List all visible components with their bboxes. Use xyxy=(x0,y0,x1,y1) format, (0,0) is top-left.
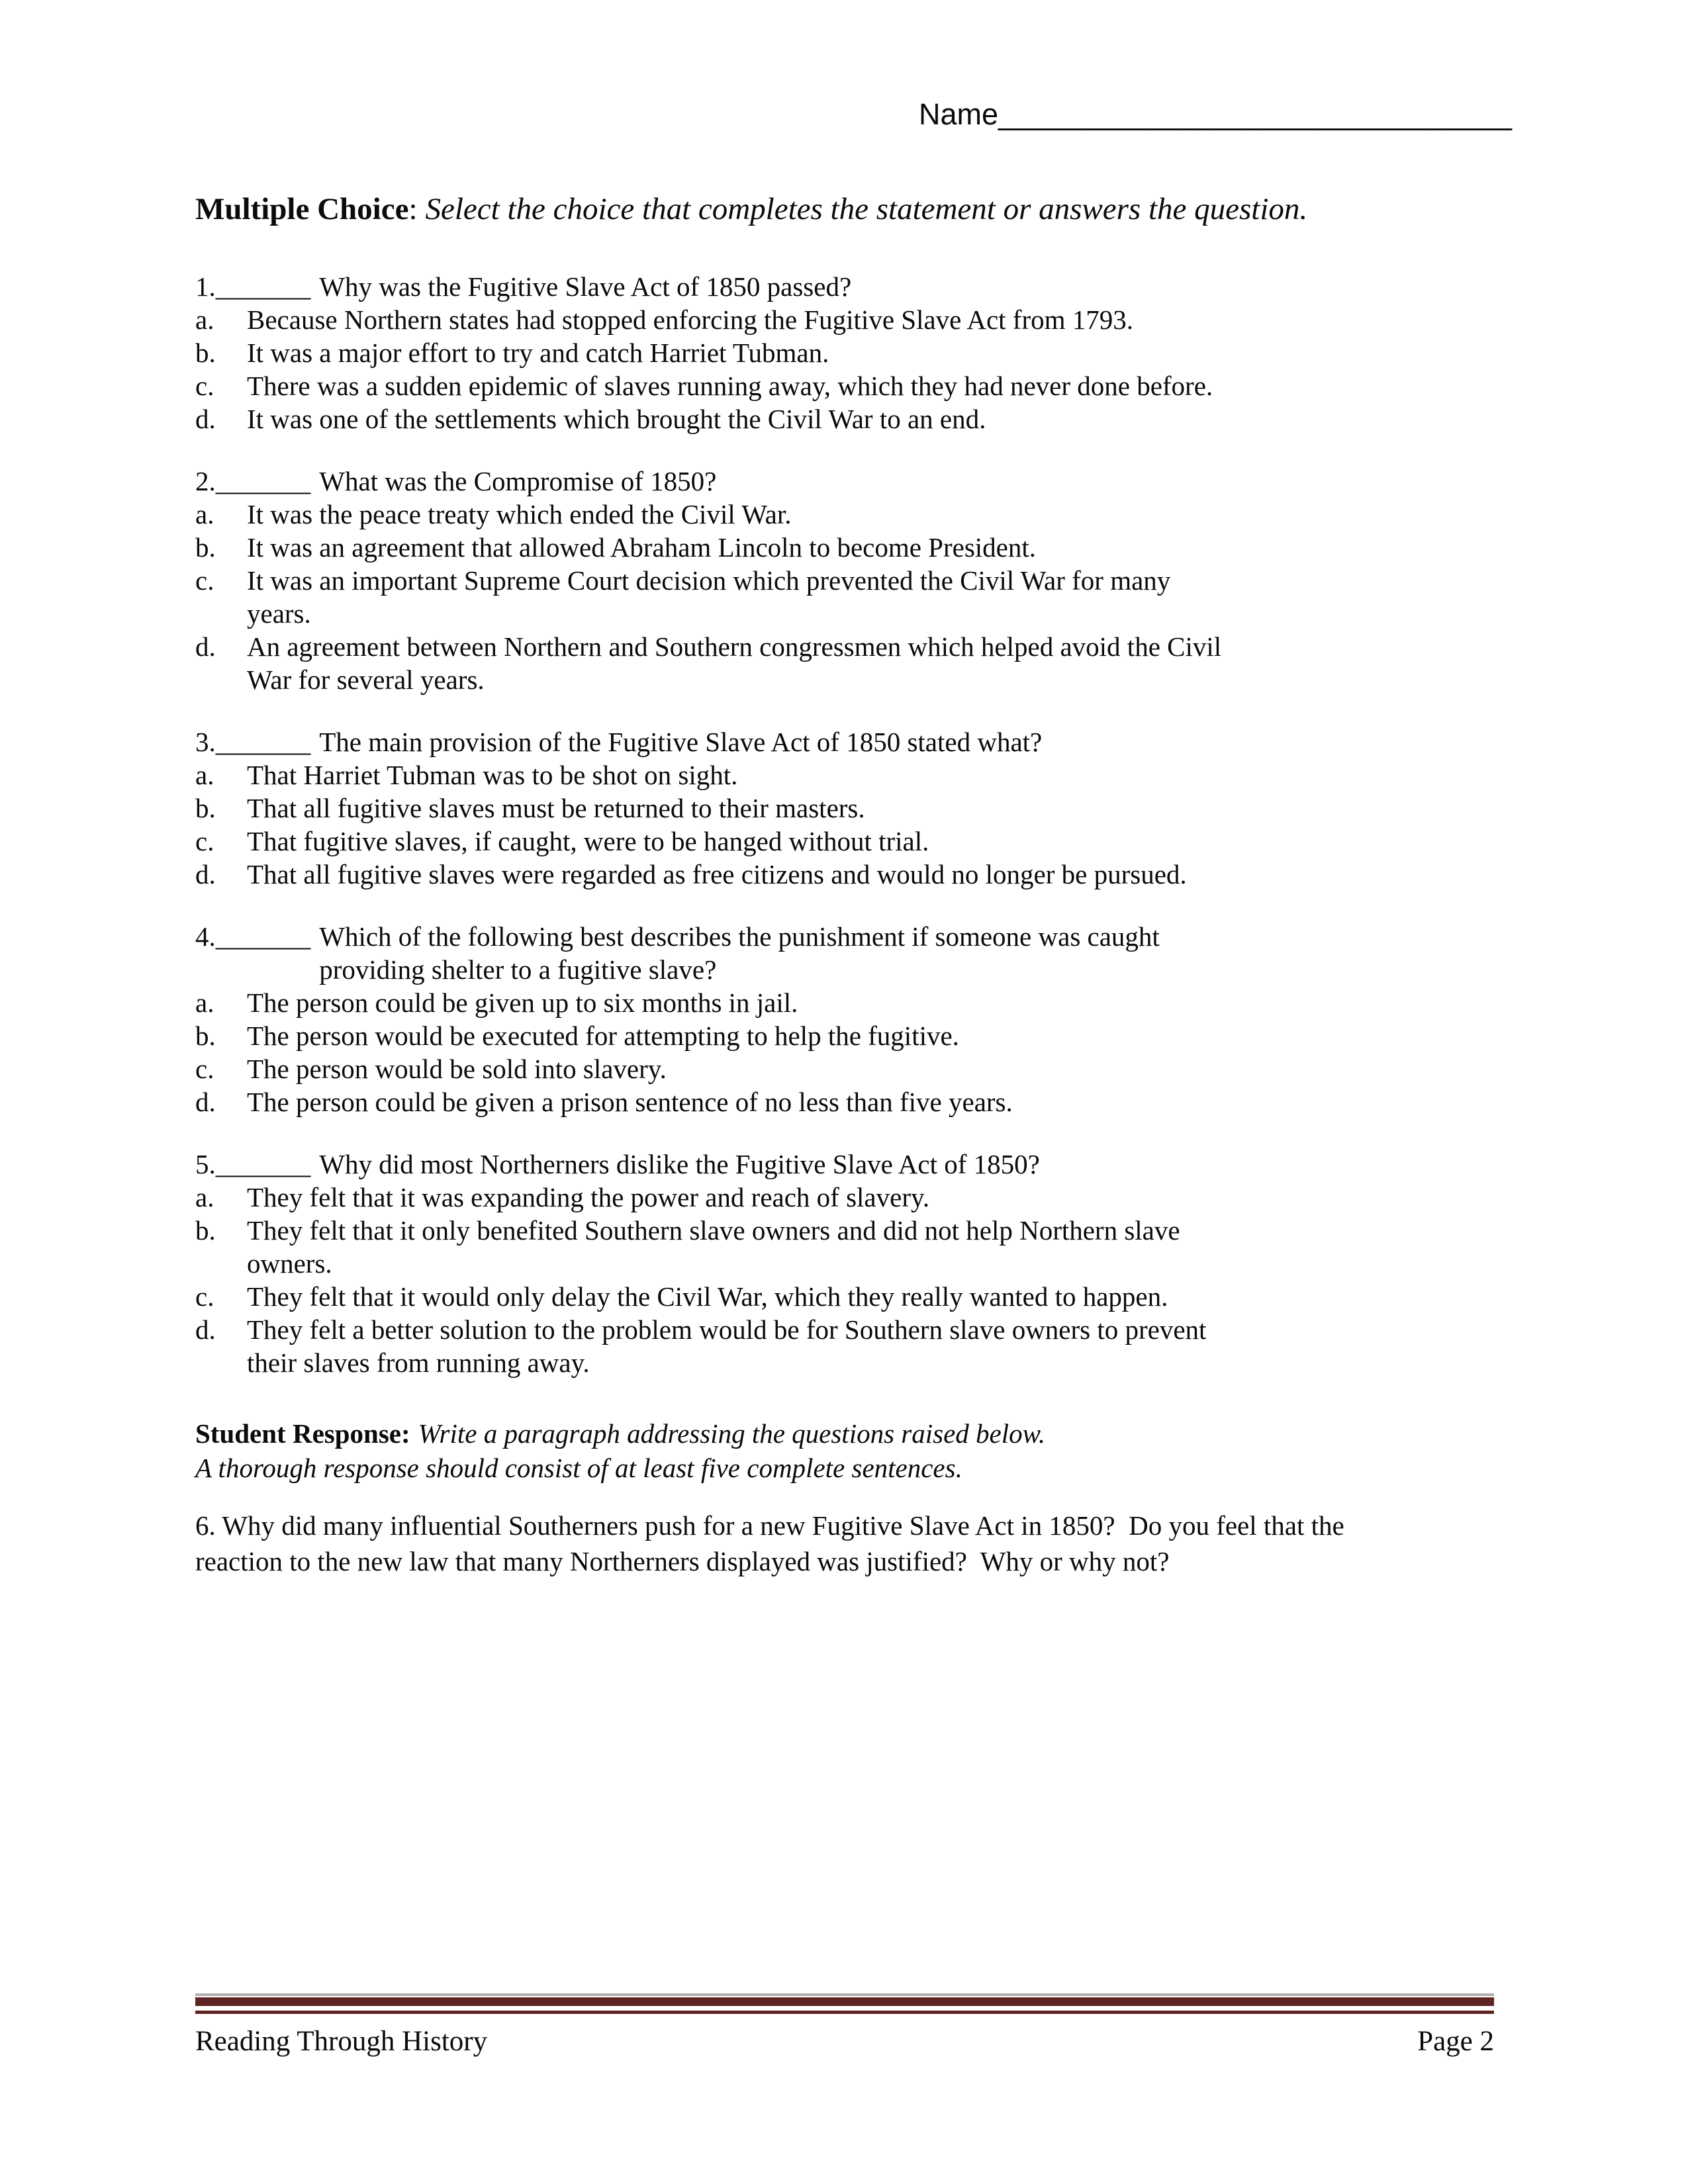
option-row-5c: c. They felt that it would only delay the Civil War, which they really wanted to happen. xyxy=(195,1281,1168,1312)
option-row-4b: b. The person would be executed for attempting to help the fugitive. xyxy=(195,1021,959,1051)
question-block-5 xyxy=(195,1148,1494,1379)
option-row-2a: a. It was the peace treaty which ended the Civil War. xyxy=(195,499,792,529)
essay-question-6: 6. Why did many influential Southerners push for a new Fugitive Slave Act in 1850? Do you feel that the reaction to the new law that many Northerners displayed was justified? Why or why not? xyxy=(195,1510,1344,1576)
footer-text-row xyxy=(195,2025,1494,2059)
question-1-number-blank: 1._______ xyxy=(195,271,311,302)
question-4-stem: 4._______ Which of the following best describes the punishment if someone was caught providing shelter to a fugitive slave? xyxy=(195,921,1160,985)
option-row-1c: c. There was a sudden epidemic of slaves running away, which they had never done before. xyxy=(195,371,1213,401)
question-block-2 xyxy=(195,465,1494,696)
footer-thin-maroon-rule xyxy=(195,2011,1494,2014)
student-response-heading xyxy=(195,1416,1494,1451)
student-response-label: Student Response: xyxy=(195,1418,410,1449)
option-row-2b: b. It was an agreement that allowed Abraham Lincoln to become President. xyxy=(195,532,1037,563)
page-footer xyxy=(195,1993,1494,2059)
footer-top-gray-rule xyxy=(195,1993,1494,1996)
student-response-section xyxy=(195,1416,1494,1485)
section-title-colon: : xyxy=(408,192,418,226)
footer-thick-maroon-rule xyxy=(195,1997,1494,2006)
student-response-instruction-1: Write a paragraph addressing the questions raised below. xyxy=(418,1418,1046,1449)
question-3-stem: 3._______ The main provision of the Fugitive Slave Act of 1850 stated what? xyxy=(195,727,1043,757)
question-1-stem: 1._______ Why was the Fugitive Slave Act of 1850 passed? xyxy=(195,271,852,302)
option-row-1b: b. It was a major effort to try and catch Harriet Tubman. xyxy=(195,338,829,368)
student-response-instruction-2: A thorough response should consist of at least five complete sentences. xyxy=(195,1453,962,1483)
question-block-3 xyxy=(195,725,1494,891)
answer-blank: _______ xyxy=(215,271,311,302)
option-row-5b: b. They felt that it only benefited Southern slave owners and did not help Northern slave owners. xyxy=(195,1215,1180,1279)
option-row-4d: d. The person could be given a prison sentence of no less than five years. xyxy=(195,1087,1013,1117)
answer-blank: _______ xyxy=(215,921,311,952)
section-title xyxy=(195,191,1494,228)
answer-blank: _______ xyxy=(215,466,311,496)
option-row-1a: a. Because Northern states had stopped enforcing the Fugitive Slave Act from 1793. xyxy=(195,304,1134,335)
question-3-number-blank: 3._______ xyxy=(195,727,311,757)
option-row-5d: d. They felt a better solution to the problem would be for Southern slave owners to prevent their slaves from running away. xyxy=(195,1314,1207,1378)
question-block-1 xyxy=(195,270,1494,435)
name-label: Name xyxy=(919,97,999,131)
question-2-number-blank: 2._______ xyxy=(195,466,311,496)
option-row-4a: a. The person could be given up to six months in jail. xyxy=(195,987,798,1018)
option-row-5a: a. They felt that it was expanding the power and reach of slavery. xyxy=(195,1182,930,1212)
section-title-label: Multiple Choice xyxy=(195,192,409,226)
answer-blank: _______ xyxy=(215,727,311,757)
option-row-3c: c. That fugitive slaves, if caught, were to be hanged without trial. xyxy=(195,826,929,856)
option-row-2d: d. An agreement between Northern and Southern congressmen which helped avoid the Civil War for several years. xyxy=(195,631,1222,695)
option-row-3a: a. That Harriet Tubman was to be shot on sight. xyxy=(195,760,738,790)
footer-page-number: Page 2 xyxy=(1417,2026,1494,2057)
question-block-4 xyxy=(195,920,1494,1118)
worksheet-content xyxy=(195,0,1494,1579)
question-5-stem: 5._______ Why did most Northerners dislike the Fugitive Slave Act of 1850? xyxy=(195,1149,1040,1179)
option-row-4c: c. The person would be sold into slavery. xyxy=(195,1054,667,1084)
answer-blank: _______ xyxy=(215,1149,311,1179)
option-row-1d: d. It was one of the settlements which brought the Civil War to an end. xyxy=(195,404,986,434)
name-blank-line: _______________________________ xyxy=(998,97,1512,131)
footer-left-text: Reading Through History xyxy=(195,2026,488,2057)
question-5-number-blank: 5._______ xyxy=(195,1149,311,1179)
option-row-3b: b. That all fugitive slaves must be returned to their masters. xyxy=(195,793,865,823)
question-4-number-blank: 4._______ xyxy=(195,921,311,952)
option-row-2c: c. It was an important Supreme Court decision which prevented the Civil War for many years. xyxy=(195,565,1171,629)
question-2-stem: 2._______ What was the Compromise of 1850? xyxy=(195,466,717,496)
section-instructions: Select the choice that completes the statement or answers the question. xyxy=(425,192,1308,226)
option-row-3d: d. That all fugitive slaves were regarded as free citizens and would no longer be pursued. xyxy=(195,859,1187,889)
